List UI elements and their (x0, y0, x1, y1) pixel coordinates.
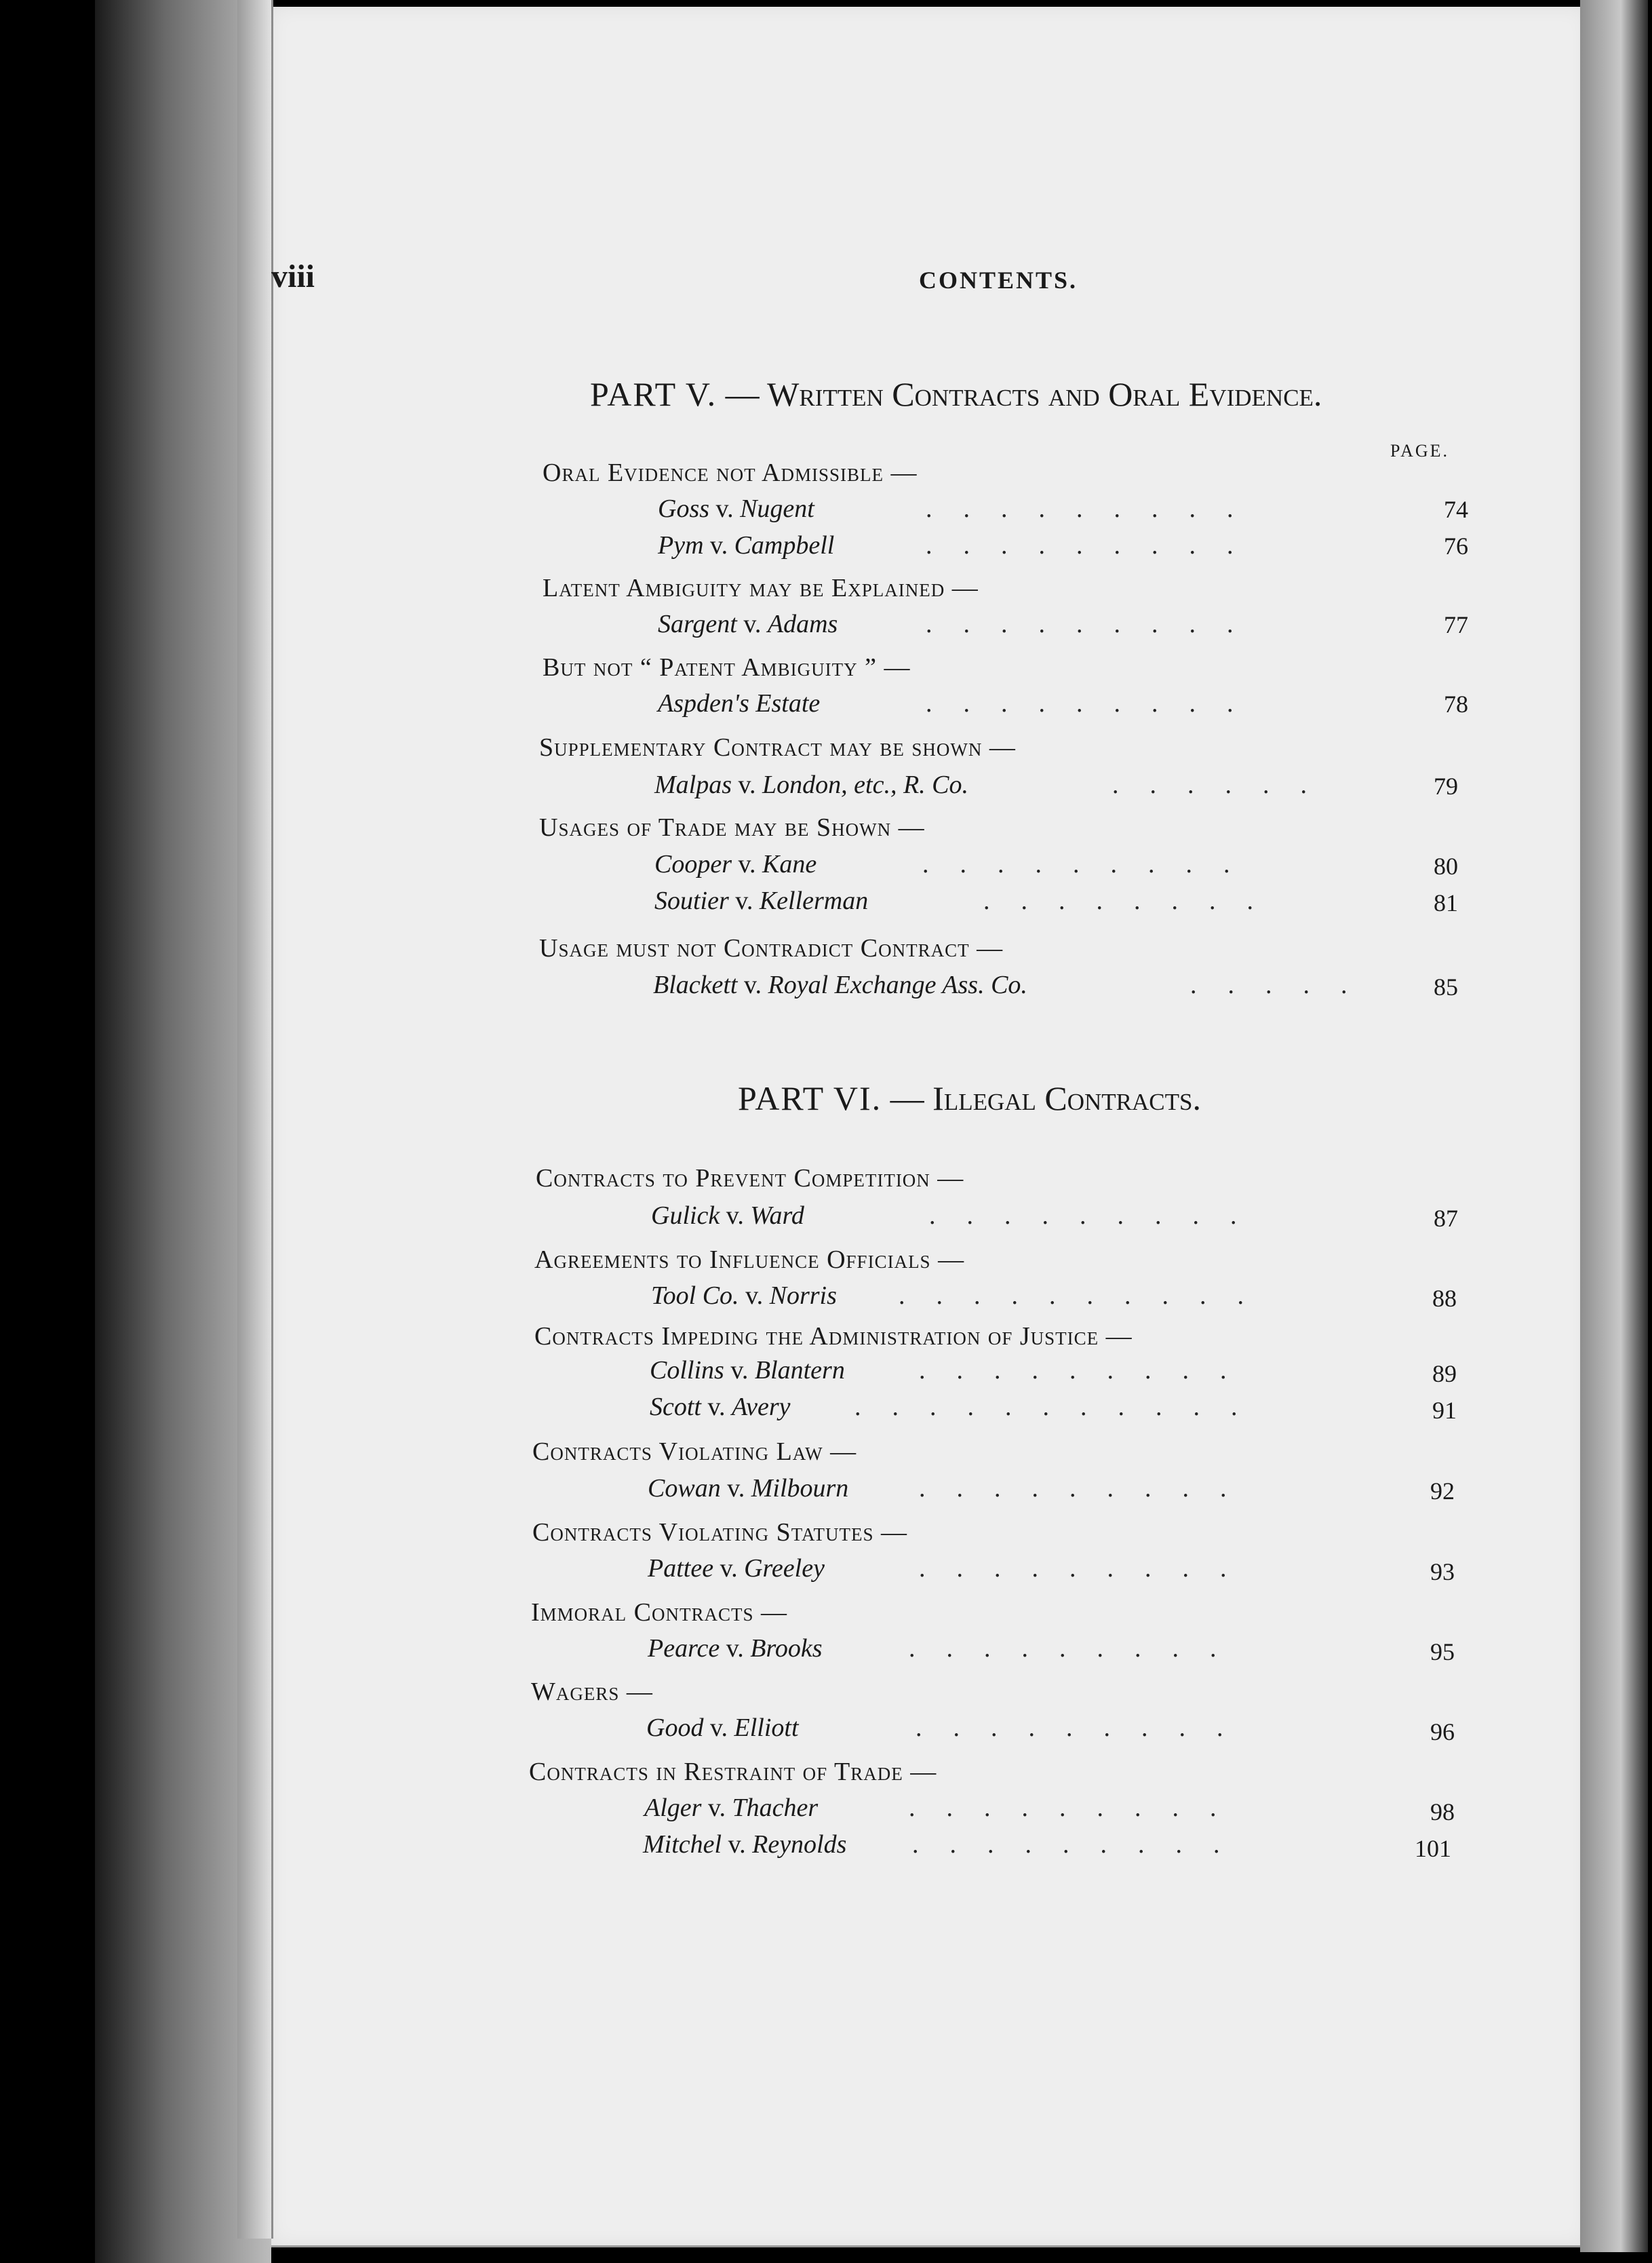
section-heading: Contracts Violating Statutes — (532, 1518, 908, 1547)
section-heading: Usages of Trade may be Shown — (539, 813, 925, 842)
scan-right-edge (1580, 0, 1648, 2252)
page-ref: 77 (1444, 611, 1468, 638)
page-ref: 76 (1444, 533, 1468, 560)
dot-leaders: ......... (929, 1201, 1268, 1230)
page-ref: 91 (1432, 1397, 1457, 1424)
case-entry: Mitchel v. Reynolds (643, 1830, 847, 1859)
section-heading: Contracts Violating Law — (532, 1437, 857, 1466)
page-ref: 74 (1444, 496, 1468, 523)
page-ref: 93 (1430, 1558, 1455, 1585)
case-entry: Pearce v. Brooks (648, 1634, 823, 1663)
page-ref: 98 (1430, 1798, 1455, 1825)
case-entry: Sargent v. Adams (658, 610, 838, 638)
dot-leaders: ......... (909, 1634, 1248, 1663)
part-title: PART V. — Written Contracts and Oral Evidence. (590, 375, 1322, 413)
case-entry: Cowan v. Milbourn (648, 1474, 849, 1503)
running-title: CONTENTS. (919, 267, 1078, 294)
page-ref: 81 (1434, 889, 1458, 916)
dot-leaders: ........ (983, 887, 1284, 915)
case-entry: Pym v. Campbell (658, 531, 835, 560)
dot-leaders: ......... (926, 610, 1265, 638)
page-ref: 101 (1415, 1835, 1451, 1862)
case-entry: Gulick v. Ward (651, 1201, 804, 1230)
dot-leaders: ..... (1190, 971, 1379, 999)
section-heading: Usage must not Contradict Contract — (539, 934, 1004, 963)
page-header (271, 258, 1099, 305)
page-ref: 88 (1432, 1285, 1457, 1312)
section-heading: But not “ Patent Ambiguity ” — (543, 653, 911, 682)
page-ref: 92 (1430, 1477, 1455, 1505)
dot-leaders: ......... (922, 850, 1261, 878)
section-heading: Contracts Impeding the Administration of Justice — (534, 1322, 1133, 1351)
page-number: viii (271, 258, 315, 294)
dot-leaders: ......... (926, 689, 1265, 718)
case-entry: Pattee v. Greeley (648, 1554, 825, 1583)
section-heading: Latent Ambiguity may be Explained — (543, 574, 979, 602)
case-entry: Collins v. Blantern (650, 1356, 845, 1385)
book-page (271, 7, 1587, 2247)
case-entry: Aspden's Estate (658, 689, 821, 718)
dot-leaders: .......... (899, 1281, 1275, 1310)
section-heading: Agreements to Influence Officials — (534, 1245, 965, 1274)
part-title: PART VI. — Illegal Contracts. (738, 1079, 1201, 1117)
case-entry: Cooper v. Kane (654, 850, 817, 878)
page-ref: 96 (1430, 1718, 1455, 1745)
section-heading: Contracts in Restraint of Trade — (529, 1758, 937, 1786)
page-ref: 89 (1432, 1360, 1457, 1387)
case-entry: Scott v. Avery (650, 1393, 791, 1421)
dot-leaders: ......... (926, 531, 1265, 560)
section-heading: Supplementary Contract may be shown — (539, 733, 1016, 762)
page-ref: 85 (1434, 973, 1458, 1001)
section-heading: Immoral Contracts — (531, 1598, 788, 1627)
case-entry: Malpas v. London, etc., R. Co. (654, 771, 969, 799)
page-ref: 78 (1444, 691, 1468, 718)
page-column-label: PAGE. (1390, 441, 1450, 461)
dot-leaders: ......... (912, 1830, 1251, 1859)
dot-leaders: ........... (854, 1393, 1269, 1421)
case-entry: Blackett v. Royal Exchange Ass. Co. (653, 971, 1027, 999)
dot-leaders: ......... (919, 1474, 1258, 1503)
dot-leaders: ......... (909, 1794, 1248, 1822)
dot-leaders: ...... (1112, 771, 1338, 799)
dot-leaders: ......... (916, 1714, 1255, 1742)
section-heading: Wagers — (531, 1678, 653, 1706)
case-entry: Alger v. Thacher (644, 1794, 819, 1822)
dot-leaders: ......... (919, 1554, 1258, 1583)
case-entry: Good v. Elliott (646, 1714, 799, 1742)
case-entry: Goss v. Nugent (658, 495, 814, 523)
case-entry: Tool Co. v. Norris (651, 1281, 837, 1310)
section-heading: Oral Evidence not Admissible — (543, 459, 918, 487)
case-entry: Soutier v. Kellerman (654, 887, 869, 915)
page-ref: 79 (1434, 773, 1458, 800)
page-ref: 87 (1434, 1205, 1458, 1232)
dot-leaders: ......... (926, 495, 1265, 523)
book-spine (237, 0, 273, 2239)
page-ref: 95 (1430, 1638, 1455, 1665)
section-heading: Contracts to Prevent Competition — (536, 1164, 964, 1193)
page-ref: 80 (1434, 853, 1458, 880)
dot-leaders: ......... (919, 1356, 1258, 1385)
